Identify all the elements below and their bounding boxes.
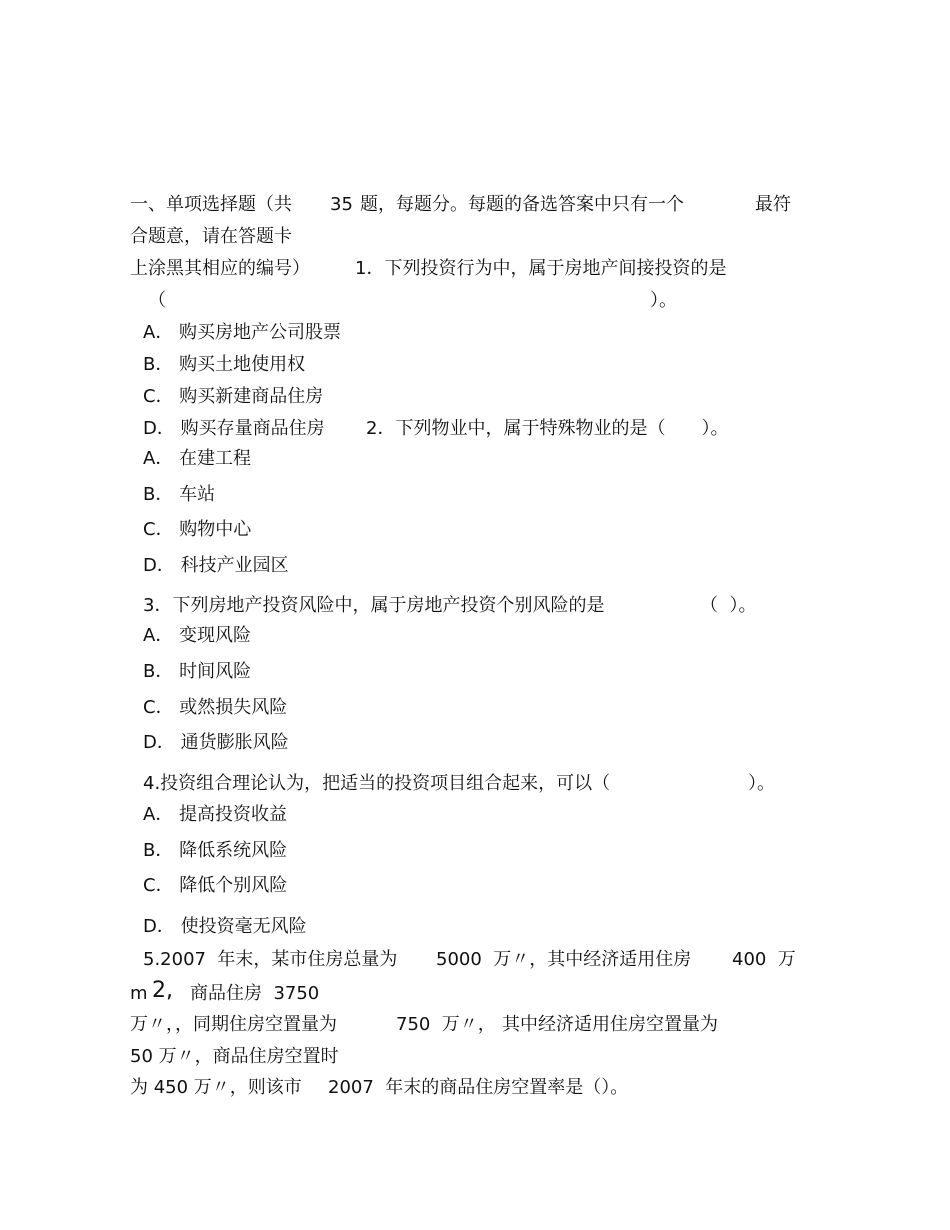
section-heading-line2: 合题意，请在答题卡: [130, 226, 292, 247]
question-5-line2: 商品住房 3750: [190, 983, 320, 1004]
question-3-option-b: B． 时间风险: [143, 661, 252, 682]
question-3-paren: （ ）。: [700, 595, 757, 616]
question-4-option-b: B． 降低系统风险: [143, 840, 288, 861]
question-5-line1-cont: 5000 万〃，其中经济适用住房: [436, 949, 692, 970]
question-5-line1-end: 400 万: [732, 949, 796, 970]
question-1-option-a: A． 购买房地产公司股票: [143, 322, 342, 343]
question-2-stem: 2．下列物业中，属于特殊物业的是（ ）。: [366, 418, 729, 439]
question-2-option-b: B． 车站: [143, 484, 216, 505]
question-5-line3-end: 其中经济适用住房空置量为: [502, 1014, 718, 1035]
question-5-unit-squared: 2,: [152, 978, 173, 1003]
question-3-stem: 3．下列房地产投资风险中，属于房地产投资个别风险的是: [143, 595, 605, 616]
question-1-paren-close: ）。: [650, 290, 677, 311]
question-5-line1: 5.2007 年末，某市住房总量为: [143, 949, 398, 970]
question-1-stem: 1．下列投资行为中，属于房地产间接投资的是: [355, 258, 727, 279]
question-5-line4: 50 万〃，商品住房空置时: [130, 1046, 339, 1067]
question-4-paren-close: ）。: [748, 773, 775, 794]
section-heading-line3: 上涂黑其相应的编号）: [130, 258, 310, 279]
question-count: 35: [330, 194, 353, 215]
question-4-option-d: D． 使投资毫无风险: [143, 916, 307, 937]
question-2-option-a: A． 在建工程: [143, 448, 252, 469]
question-2-option-c: C． 购物中心: [143, 519, 252, 540]
question-4-option-c: C． 降低个别风险: [143, 875, 288, 896]
question-1-option-d: D． 购买存量商品住房: [143, 418, 325, 439]
question-1-paren-open: （: [148, 290, 166, 311]
question-5-line5-cont: 2007 年末的商品住房空置率是（）。: [328, 1077, 629, 1098]
question-4-option-a: A． 提高投资收益: [143, 804, 288, 825]
question-5-unit-m: m: [130, 983, 148, 1004]
question-3-option-d: D． 通货膨胀风险: [143, 732, 289, 753]
question-5-line3: 万〃，，同期住房空置量为: [130, 1014, 337, 1035]
question-1-option-b: B． 购买土地使用权: [143, 354, 306, 375]
question-5-line3-cont: 750 万〃，: [396, 1014, 496, 1035]
section-heading-end: 最符: [755, 194, 791, 215]
question-4-stem: 4.投资组合理论认为，把适当的投资项目组合起来，可以（: [143, 773, 611, 794]
question-2-option-d: D． 科技产业园区: [143, 555, 289, 576]
question-3-option-a: A． 变现风险: [143, 625, 252, 646]
section-heading-cont: 题，每题分。每题的备选答案中只有一个: [360, 194, 684, 215]
question-1-option-c: C． 购买新建商品住房: [143, 386, 324, 407]
question-3-option-c: C． 或然损失风险: [143, 697, 288, 718]
question-5-line5: 为 450 万〃，则该市: [130, 1077, 302, 1098]
section-heading: 一、单项选择题（共: [130, 194, 292, 215]
